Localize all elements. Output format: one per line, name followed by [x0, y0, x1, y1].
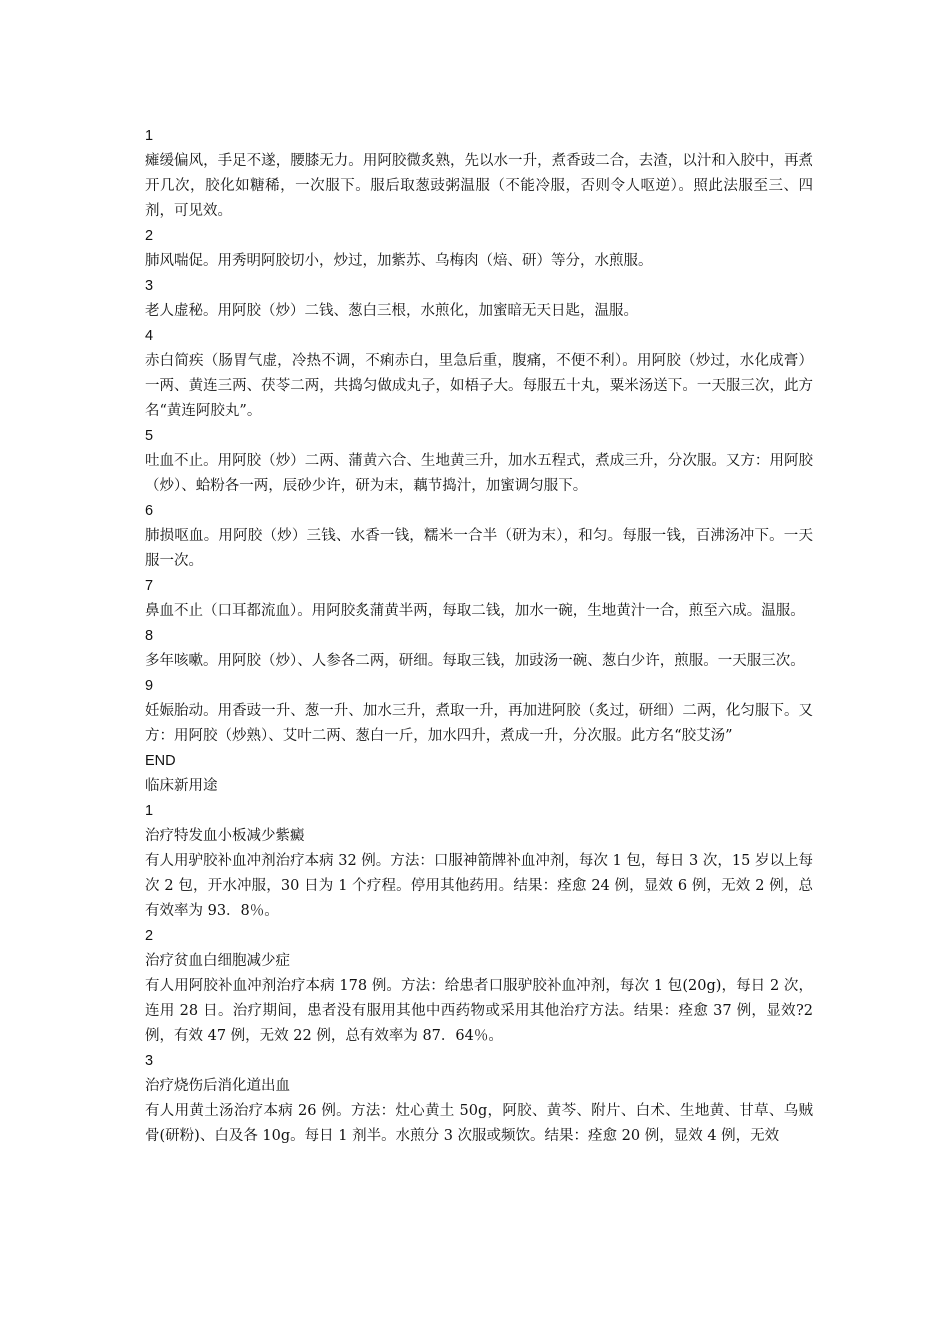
- item-number: 3: [145, 1053, 154, 1069]
- paragraph: 老人虚秘。用阿胶（炒）二钱、葱白三根，水煎化，加蜜暗无天日匙，温服。: [145, 303, 638, 319]
- paragraph: 有人用阿胶补血冲剂治疗本病 178 例。方法：给患者口服驴胶补血冲剂，每次 1 包(20g)，每日 2 次，连用 28 日。治疗期间，患者没有服用其他中西药物或采用其他治疗方法。结果：痊愈 37 例，显效?2 例，有效 47 例，无效 22 例，总有效率为 87．64％。: [145, 978, 818, 1044]
- item-heading: 治疗贫血白细胞减少症: [145, 953, 290, 969]
- document-body: [145, 124, 818, 1149]
- paragraph: 肺风喘促。用秀明阿胶切小，炒过，加紫苏、乌梅肉（焙、研）等分，水煎服。: [145, 253, 653, 269]
- item-number: 1: [145, 128, 154, 144]
- end-marker: END: [145, 753, 176, 769]
- item-number: 9: [145, 678, 154, 694]
- item-number: 2: [145, 928, 154, 944]
- paragraph: 有人用驴胶补血冲剂治疗本病 32 例。方法：口服神箭牌补血冲剂，每次 1 包，每日 3 次，15 岁以上每次 2 包，开水冲服，30 日为 1 个疗程。停用其他药用。结果：痊愈 24 例，显效 6 例，无效 2 例，总有效率为 93．8％。: [145, 853, 813, 919]
- paragraph: 吐血不止。用阿胶（炒）二两、蒲黄六合、生地黄三升，加水五程式，煮成三升，分次服。又方：用阿胶（炒）、蛤粉各一两，辰砂少许，研为末，藕节捣汁，加蜜调匀服下。: [145, 453, 813, 494]
- paragraph: 有人用黄土汤治疗本病 26 例。方法：灶心黄土 50g，阿胶、黄芩、附片、白术、生地黄、甘草、乌贼骨(研粉)、白及各 10g。每日 1 剂半。水煎分 3 次服或频饮。结果：痊愈 20 例，显效 4 例，无效: [145, 1103, 813, 1144]
- item-number: 7: [145, 578, 154, 594]
- paragraph: 赤白简疾（肠胃气虚，冷热不调，不痢赤白，里急后重，腹痛，不便不利）。用阿胶（炒过，水化成膏）一两、黄连三两、茯苓二两，共捣匀做成丸子，如梧子大。每服五十丸，粟米汤送下。一天服三次，此方名“黄连阿胶丸”。: [145, 353, 813, 419]
- item-number: 5: [145, 428, 154, 444]
- paragraph: 瘫缓偏风，手足不遂，腰膝无力。用阿胶微炙熟，先以水一升，煮香豉二合，去渣，以汁和入胶中，再煮开几次，胶化如糖稀，一次服下。服后取葱豉粥温服（不能冷服，否则令人呕逆）。照此法服至三、四剂，可见效。: [145, 153, 813, 219]
- item-number: 6: [145, 503, 154, 519]
- item-number: 4: [145, 328, 154, 344]
- item-number: 1: [145, 803, 154, 819]
- paragraph: 鼻血不止（口耳都流血）。用阿胶炙蒲黄半两，每取二钱，加水一碗，生地黄汁一合，煎至六成。温服。: [145, 603, 805, 619]
- item-heading: 治疗特发血小板减少紫癜: [145, 828, 305, 844]
- item-number: 2: [145, 228, 154, 244]
- item-number: 8: [145, 628, 154, 644]
- paragraph: 肺损呕血。用阿胶（炒）三钱、水香一钱，糯米一合半（研为末），和匀。每服一钱，百沸汤冲下。一天服一次。: [145, 528, 813, 569]
- section-heading: 临床新用途: [145, 778, 218, 794]
- item-number: 3: [145, 278, 154, 294]
- paragraph: 多年咳嗽。用阿胶（炒）、人参各二两，研细。每取三钱，加豉汤一碗、葱白少许，煎服。一天服三次。: [145, 653, 805, 669]
- paragraph: 妊娠胎动。用香豉一升、葱一升、加水三升，煮取一升，再加进阿胶（炙过，研细）二两，化匀服下。又方：用阿胶（炒熟）、艾叶二两、葱白一斤，加水四升，煮成一升，分次服。此方名“胶艾汤”: [145, 703, 813, 744]
- item-heading: 治疗烧伤后消化道出血: [145, 1078, 290, 1094]
